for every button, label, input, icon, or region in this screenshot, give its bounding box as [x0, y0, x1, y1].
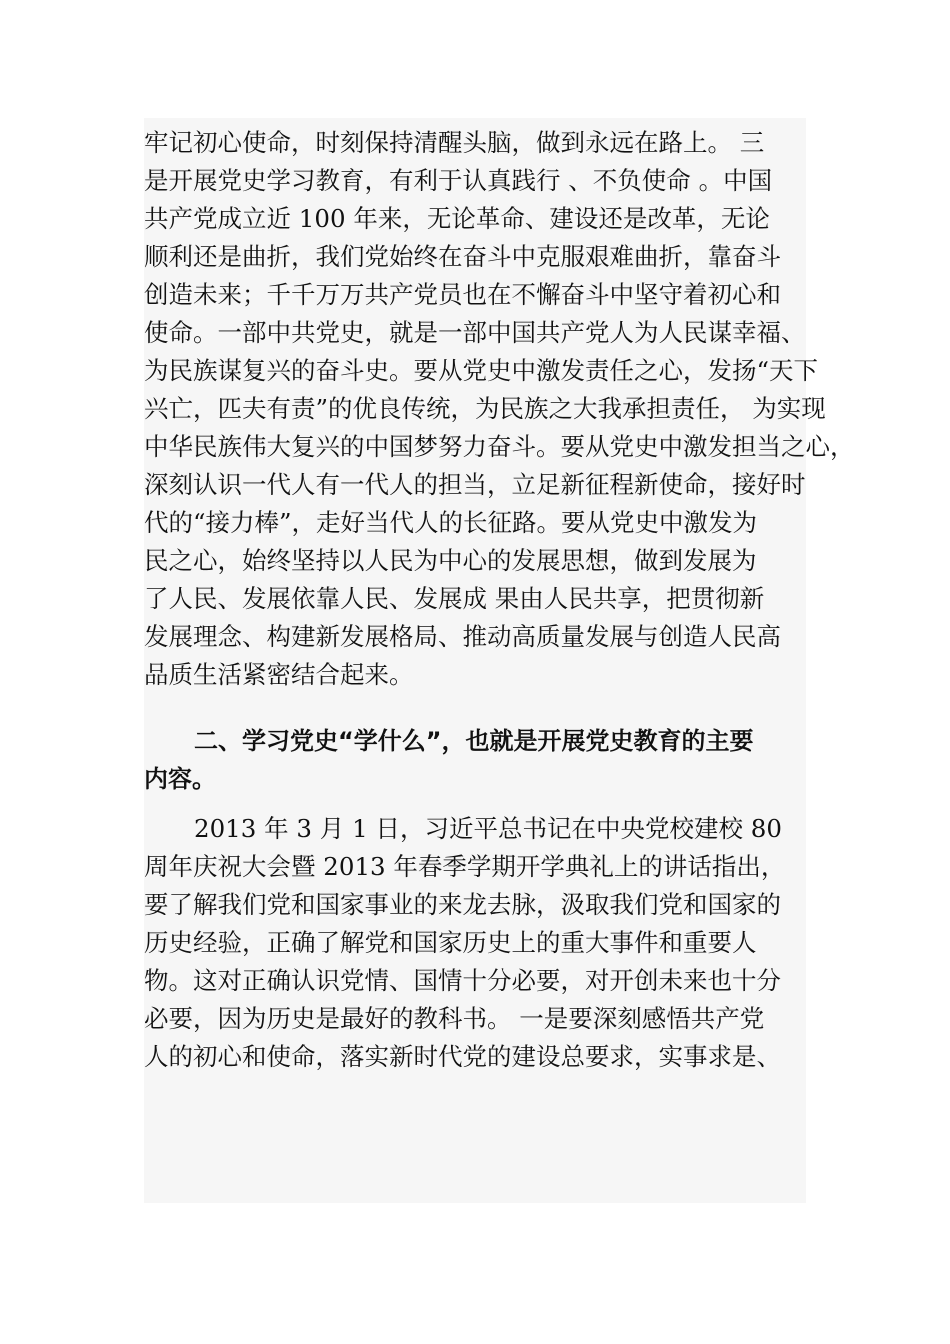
paragraph-line: 品质生活紧密结合起来。	[144, 660, 414, 689]
section-heading: 二、学习党史“学什么”，也就是开展党史教育的主要	[194, 727, 754, 755]
paragraph-line: 共产党成立近 100 年来，无论革命、建设还是改革，无论	[144, 204, 770, 233]
paragraph-line: 周年庆祝大会暨 2013 年春季学期开学典礼上的讲话指出，	[144, 852, 786, 881]
paragraph-line: 是开展党史学习教育，有利于认真践行 、不负使命 。中国	[144, 166, 773, 195]
paragraph-line: 中华民族伟大复兴的中国梦努力奋斗。要从党史中激发担当之心，	[144, 432, 855, 461]
paragraph-line: 代的“接力棒”，走好当代人的长征路。要从党史中激发为	[144, 508, 758, 537]
paragraph-line: 创造未来；千千万万共产党员也在不懈奋斗中坚守着初心和	[144, 280, 781, 309]
paragraph-line: 历史经验，正确了解党和国家历史上的重大事件和重要人	[144, 928, 757, 957]
text-block	[144, 118, 855, 1203]
paragraph-line: 要了解我们党和国家事业的来龙去脉，汲取我们党和国家的	[144, 890, 781, 919]
paragraph-line: 了人民、发展依靠人民、发展成 果由人民共享，把贯彻新	[144, 584, 765, 613]
paragraph-line: 必要，因为历史是最好的教科书。 一是要深刻感悟共产党	[144, 1004, 765, 1033]
paragraph-line: 人的初心和使命，落实新时代党的建设总要求，实事求是、	[144, 1042, 781, 1071]
paragraph-line: 物。这对正确认识党情、国情十分必要，对开创未来也十分	[144, 966, 781, 995]
paragraph-line: 使命。一部中共党史，就是一部中国共产党人为人民谋幸福、	[144, 318, 806, 347]
paragraph-line: 为民族谋复兴的奋斗史。要从党史中激发责任之心，发扬“天下	[144, 356, 819, 385]
paragraph-line: 牢记初心使命，时刻保持清醒头脑，做到永远在路上。 三	[144, 128, 765, 157]
paragraph-line: 顺利还是曲折，我们党始终在奋斗中克服艰难曲折，靠奋斗	[144, 242, 781, 271]
paragraph-line: 深刻认识一代人有一代人的担当，立足新征程新使命，接好时	[144, 470, 806, 499]
paragraph-line: 发展理念、构建新发展格局、推动高质量发展与创造人民高	[144, 622, 781, 651]
paragraph-line: 2013 年 3 月 1 日，习近平总书记在中央党校建校 80	[194, 814, 782, 843]
section-heading: 内容。	[144, 765, 216, 793]
paragraph-line: 民之心，始终坚持以人民为中心的发展思想，做到发展为	[144, 546, 757, 575]
paragraph-line: 兴亡，匹夫有责”的优良传统，为民族之大我承担责任， 为实现	[144, 394, 826, 423]
